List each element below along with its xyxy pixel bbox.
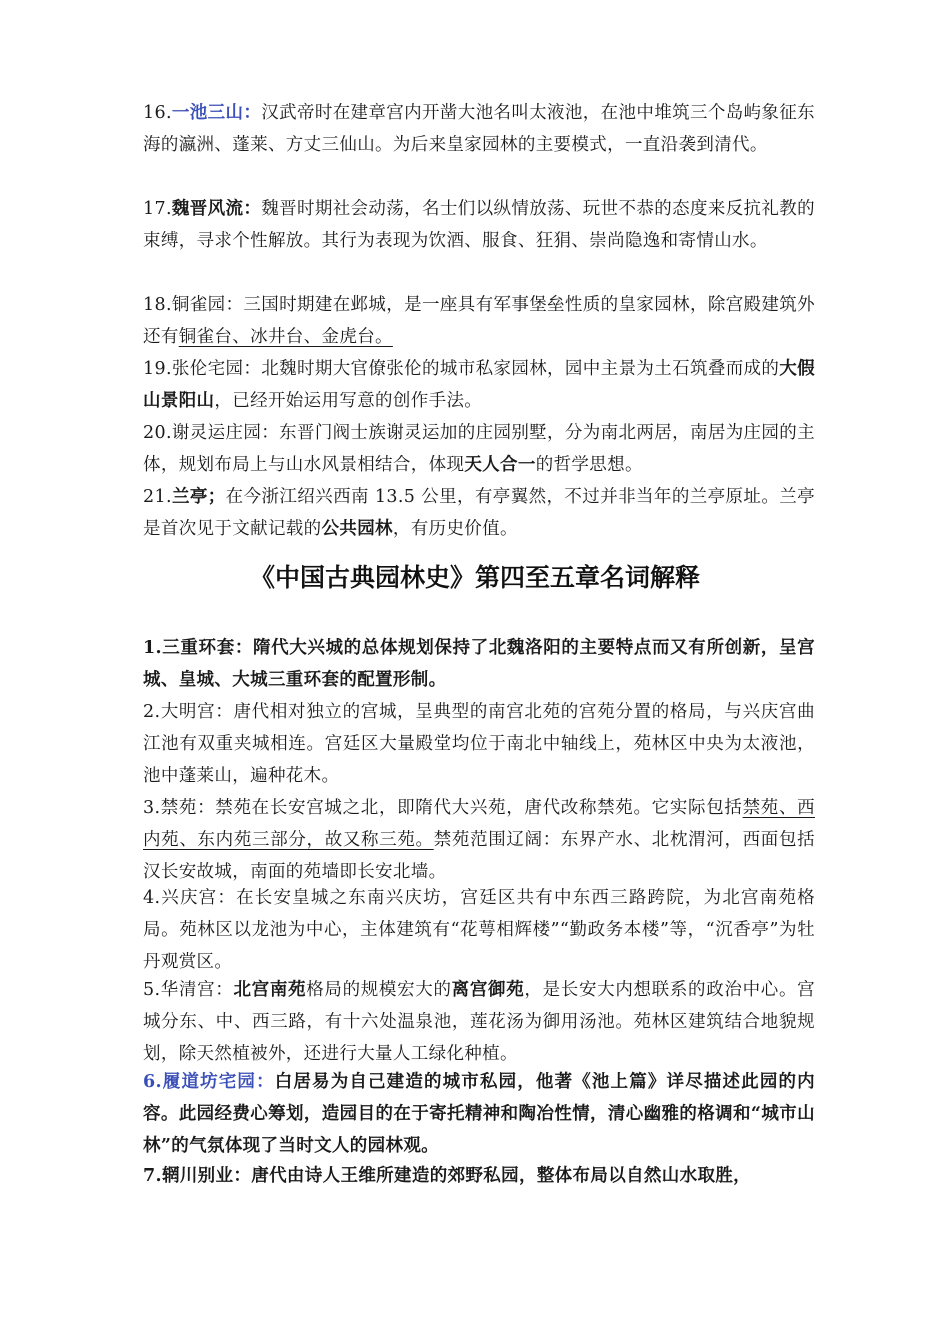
entry-definition: 在今浙江绍兴西南 13.5 公里，有亭翼然，不过并非当年的兰亭原址。兰亭是首次见于文献记载的 — [143, 487, 815, 539]
entry-bold-text: 大假山景阳山 — [143, 359, 816, 411]
entry-bold-text: 北宫南苑 — [233, 980, 307, 1000]
entry-bold-text: 公共园林 — [321, 519, 393, 539]
entry-number: 5. — [143, 980, 161, 1000]
entry-weijin-fengliu — [143, 193, 815, 257]
entry-sanchong-huantao — [143, 632, 815, 696]
entry-number: 16. — [143, 103, 172, 123]
entry-zhanglun-zhaiyuan — [143, 353, 815, 417]
entry-definition: 北魏时期大官僚张伦的城市私家园林，园中主景为土石筑叠而成的 — [261, 359, 780, 379]
entry-definition: 唐代相对独立的宫城，呈典型的南宫北苑的宫苑分置的格局，与兴庆宫曲江池有双重夹城相连。宫廷区大量殿堂均位于南北中轴线上，苑林区中央为太液池，池中蓬莱山，遍种花木。 — [143, 702, 816, 786]
entry-term: 魏晋风流： — [171, 199, 262, 219]
entry-definition: 禁苑范围辽阔：东界产水、北枕渭河，西面包括汉长安故城，南面的苑墙即长安北墙。 — [143, 830, 815, 882]
entry-term: 三重环套： — [161, 638, 253, 658]
entry-term: 一池三山： — [171, 103, 262, 123]
entry-wangchuan-bieye — [143, 1160, 815, 1192]
entry-tongque-yuan — [143, 289, 815, 353]
entry-xingqing-gong — [143, 882, 815, 978]
entry-term: 兰亭； — [171, 487, 226, 507]
entry-underlined-text: 禁苑、西内苑、东内苑三部分，故又称三苑。 — [143, 798, 815, 850]
entry-definition: 东晋门阀士族谢灵运加的庄园别墅，分为南北两居，南居为庄园的主体，规划布局上与山水风景相结合，体现 — [143, 423, 815, 475]
entry-term: 禁苑： — [160, 798, 216, 818]
entry-number: 17. — [143, 199, 172, 219]
entry-term: 谢灵运庄园： — [171, 423, 280, 443]
entry-definition: 唐代由诗人王维所建造的郊野私园，整体布局以自然山水取胜， — [251, 1166, 752, 1186]
entry-number: 4. — [143, 888, 161, 908]
entry-number: 7. — [143, 1166, 162, 1186]
entry-lanting — [143, 481, 815, 545]
entry-daming-gong — [143, 696, 815, 792]
entry-number: 3. — [143, 798, 161, 818]
entry-xielingyun-zhuangyuan — [143, 417, 815, 481]
entry-definition: ，是长安大内想联系的政治中心。宫城分东、中、西三路，有十六处温泉池，莲花汤为御用汤池。苑林区建筑结合地貌规划，除天然植被外，还进行大量人工绿化种植。 — [143, 980, 815, 1064]
section-title: 《中国古典园林史》第四至五章名词解释 — [249, 563, 700, 592]
entry-definition: 白居易为自己建造的城市私园，他著《池上篇》详尽描述此园的内容。此园经费心筹划，造园目的在于寄托精神和陶冶性情，清心幽雅的格调和“城市山林”的气氛体现了当时文人的园林观。 — [143, 1072, 815, 1156]
entry-jinyuan — [143, 792, 815, 888]
entry-term: 履道坊宅园： — [161, 1072, 275, 1092]
entry-bold-text: 离宫御苑 — [451, 980, 525, 1000]
entry-term: 铜雀园： — [171, 295, 244, 315]
entry-definition: ，有历史价值。 — [392, 519, 518, 539]
entry-number: 2. — [143, 702, 161, 722]
entry-number: 20. — [143, 423, 172, 443]
entry-definition: 的哲学思想。 — [535, 455, 643, 475]
entry-definition: 隋代大兴城的总体规划保持了北魏洛阳的主要特点而又有所创新，呈宫城、皇城、大城三重环套的配置形制。 — [143, 638, 815, 690]
entry-number: 18. — [143, 295, 172, 315]
entry-term: 大明宫： — [160, 702, 234, 722]
entry-definition: ，已经开始运用写意的创作手法。 — [214, 391, 483, 411]
entry-underlined-text: 铜雀台、冰井台、金虎台。 — [178, 327, 393, 347]
entry-definition: 魏晋时期社会动荡，名士们以纵情放荡、玩世不恭的态度来反抗礼教的束缚，寻求个性解放。其行为表现为饮酒、服食、狂狷、崇尚隐逸和寄情山水。 — [143, 199, 815, 251]
entry-number: 1. — [143, 638, 162, 658]
entry-huaqing-gong — [143, 974, 815, 1070]
entry-number: 6. — [143, 1072, 162, 1092]
entry-definition: 格局的规模宏大的 — [306, 980, 452, 1000]
entry-term: 华清宫： — [160, 980, 234, 1000]
entry-definition: 在长安皇城之东南兴庆坊，宫廷区共有中东西三路跨院，为北宫南苑格局。苑林区以龙池为中心，主体建筑有“花萼相辉楼”“勤政务本楼”等，“沉香亭”为牡丹观赏区。 — [143, 888, 815, 972]
entry-term: 辋川别业： — [161, 1166, 252, 1186]
entry-term: 张伦宅园： — [171, 359, 262, 379]
entry-bold-text: 天人合一 — [464, 455, 536, 475]
entry-lvdaofang-zhaiyuan — [143, 1066, 815, 1162]
entry-number: 19. — [143, 359, 172, 379]
entry-yichi-sanshan — [143, 97, 815, 161]
entry-term: 兴庆宫： — [160, 888, 237, 908]
entry-definition: 汉武帝时在建章宫内开凿大池名叫太液池，在池中堆筑三个岛屿象征东海的瀛洲、蓬莱、方丈三仙山。为后来皇家园林的主要模式，一直沿袭到清代。 — [143, 103, 815, 155]
entry-definition: 三国时期建在邺城，是一座具有军事堡垒性质的皇家园林，除宫殿建筑外还有 — [143, 295, 816, 347]
entry-definition: 禁苑在长安宫城之北，即隋代大兴苑，唐代改称禁苑。它实际包括 — [215, 798, 743, 818]
entry-number: 21. — [143, 487, 172, 507]
